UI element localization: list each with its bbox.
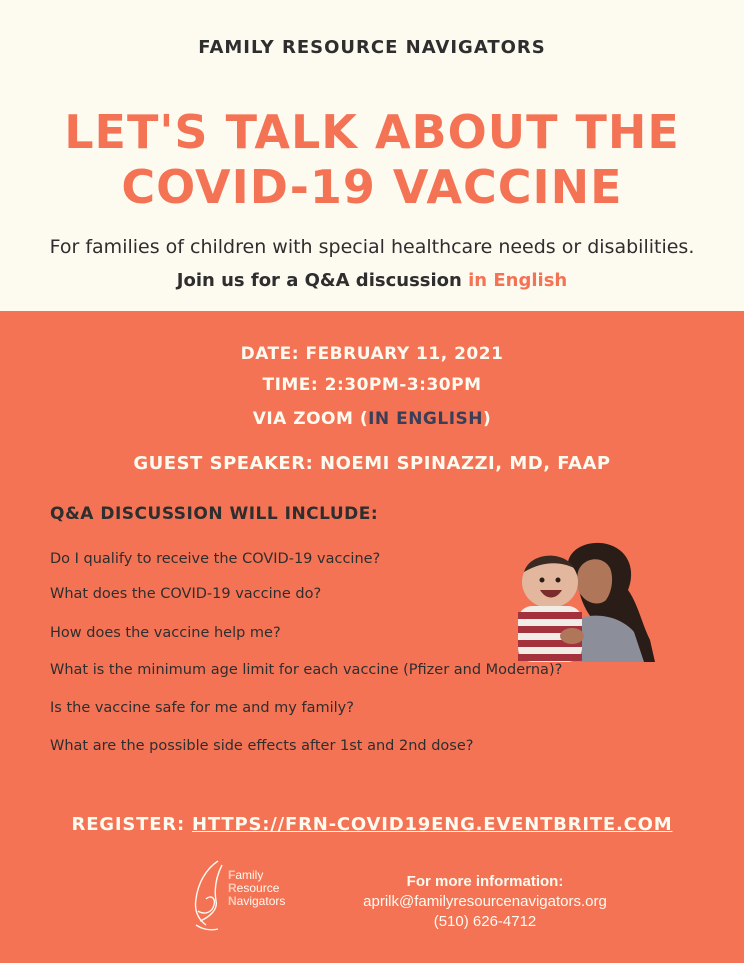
audience-subtitle: For families of children with special healthcare needs or disabilities. bbox=[49, 236, 695, 258]
contact-phone[interactable]: (510) 626-4712 bbox=[433, 913, 537, 930]
frn-logo bbox=[188, 855, 308, 935]
org-name: FAMILY RESOURCE NAVIGATORS bbox=[198, 37, 546, 58]
logo-initial-f: F bbox=[228, 868, 236, 882]
join-language: in English bbox=[468, 270, 568, 291]
logo-initial-r: R bbox=[228, 881, 237, 895]
join-prefix: Join us for a Q&A discussion bbox=[176, 270, 469, 291]
contact-title: For more information: bbox=[406, 873, 564, 890]
event-venue bbox=[0, 409, 744, 429]
headline-line-1: LET'S TALK ABOUT THE bbox=[64, 105, 680, 159]
register-line bbox=[0, 814, 744, 835]
contact-email[interactable]: aprilk@familyresourcenavigators.org bbox=[363, 893, 607, 910]
headline-line-2: COVID-19 VACCINE bbox=[121, 160, 623, 214]
qa-item: How does the vaccine help me? bbox=[50, 625, 281, 641]
header-section bbox=[0, 0, 744, 311]
logo-initial-n: N bbox=[228, 894, 237, 908]
qa-item: Do I qualify to receive the COVID-19 vaccine? bbox=[50, 551, 381, 567]
logo-wordmark bbox=[228, 869, 285, 908]
logo-word-navigators: avigators bbox=[236, 894, 286, 908]
contact-info bbox=[340, 873, 630, 930]
guest-speaker: GUEST SPEAKER: NOEMI SPINAZZI, MD, FAAP bbox=[133, 453, 611, 474]
hands-logo-icon bbox=[188, 855, 232, 935]
qa-item: What are the possible side effects after 1st and 2nd dose? bbox=[50, 738, 474, 754]
qa-heading: Q&A DISCUSSION WILL INCLUDE: bbox=[50, 504, 379, 524]
register-link[interactable]: HTTPS://FRN-COVID19ENG.EVENTBRITE.COM bbox=[192, 814, 673, 835]
venue-prefix: VIA ZOOM ( bbox=[252, 409, 369, 429]
event-date: DATE: FEBRUARY 11, 2021 bbox=[240, 344, 504, 364]
event-time: TIME: 2:30PM-3:30PM bbox=[262, 375, 482, 395]
mother-baby-photo bbox=[510, 532, 655, 662]
logo-word-resource: esource bbox=[236, 881, 280, 895]
qa-item: What does the COVID-19 vaccine do? bbox=[50, 586, 322, 602]
venue-suffix: ) bbox=[483, 409, 492, 429]
qa-item: What is the minimum age limit for each vaccine (Pfizer and Moderna)? bbox=[50, 662, 563, 678]
venue-language: IN ENGLISH bbox=[368, 409, 484, 429]
details-section bbox=[0, 311, 744, 963]
join-line bbox=[0, 270, 744, 291]
logo-word-family: amily bbox=[235, 868, 264, 882]
register-label: REGISTER: bbox=[71, 814, 193, 835]
qa-item: Is the vaccine safe for me and my family? bbox=[50, 700, 354, 716]
